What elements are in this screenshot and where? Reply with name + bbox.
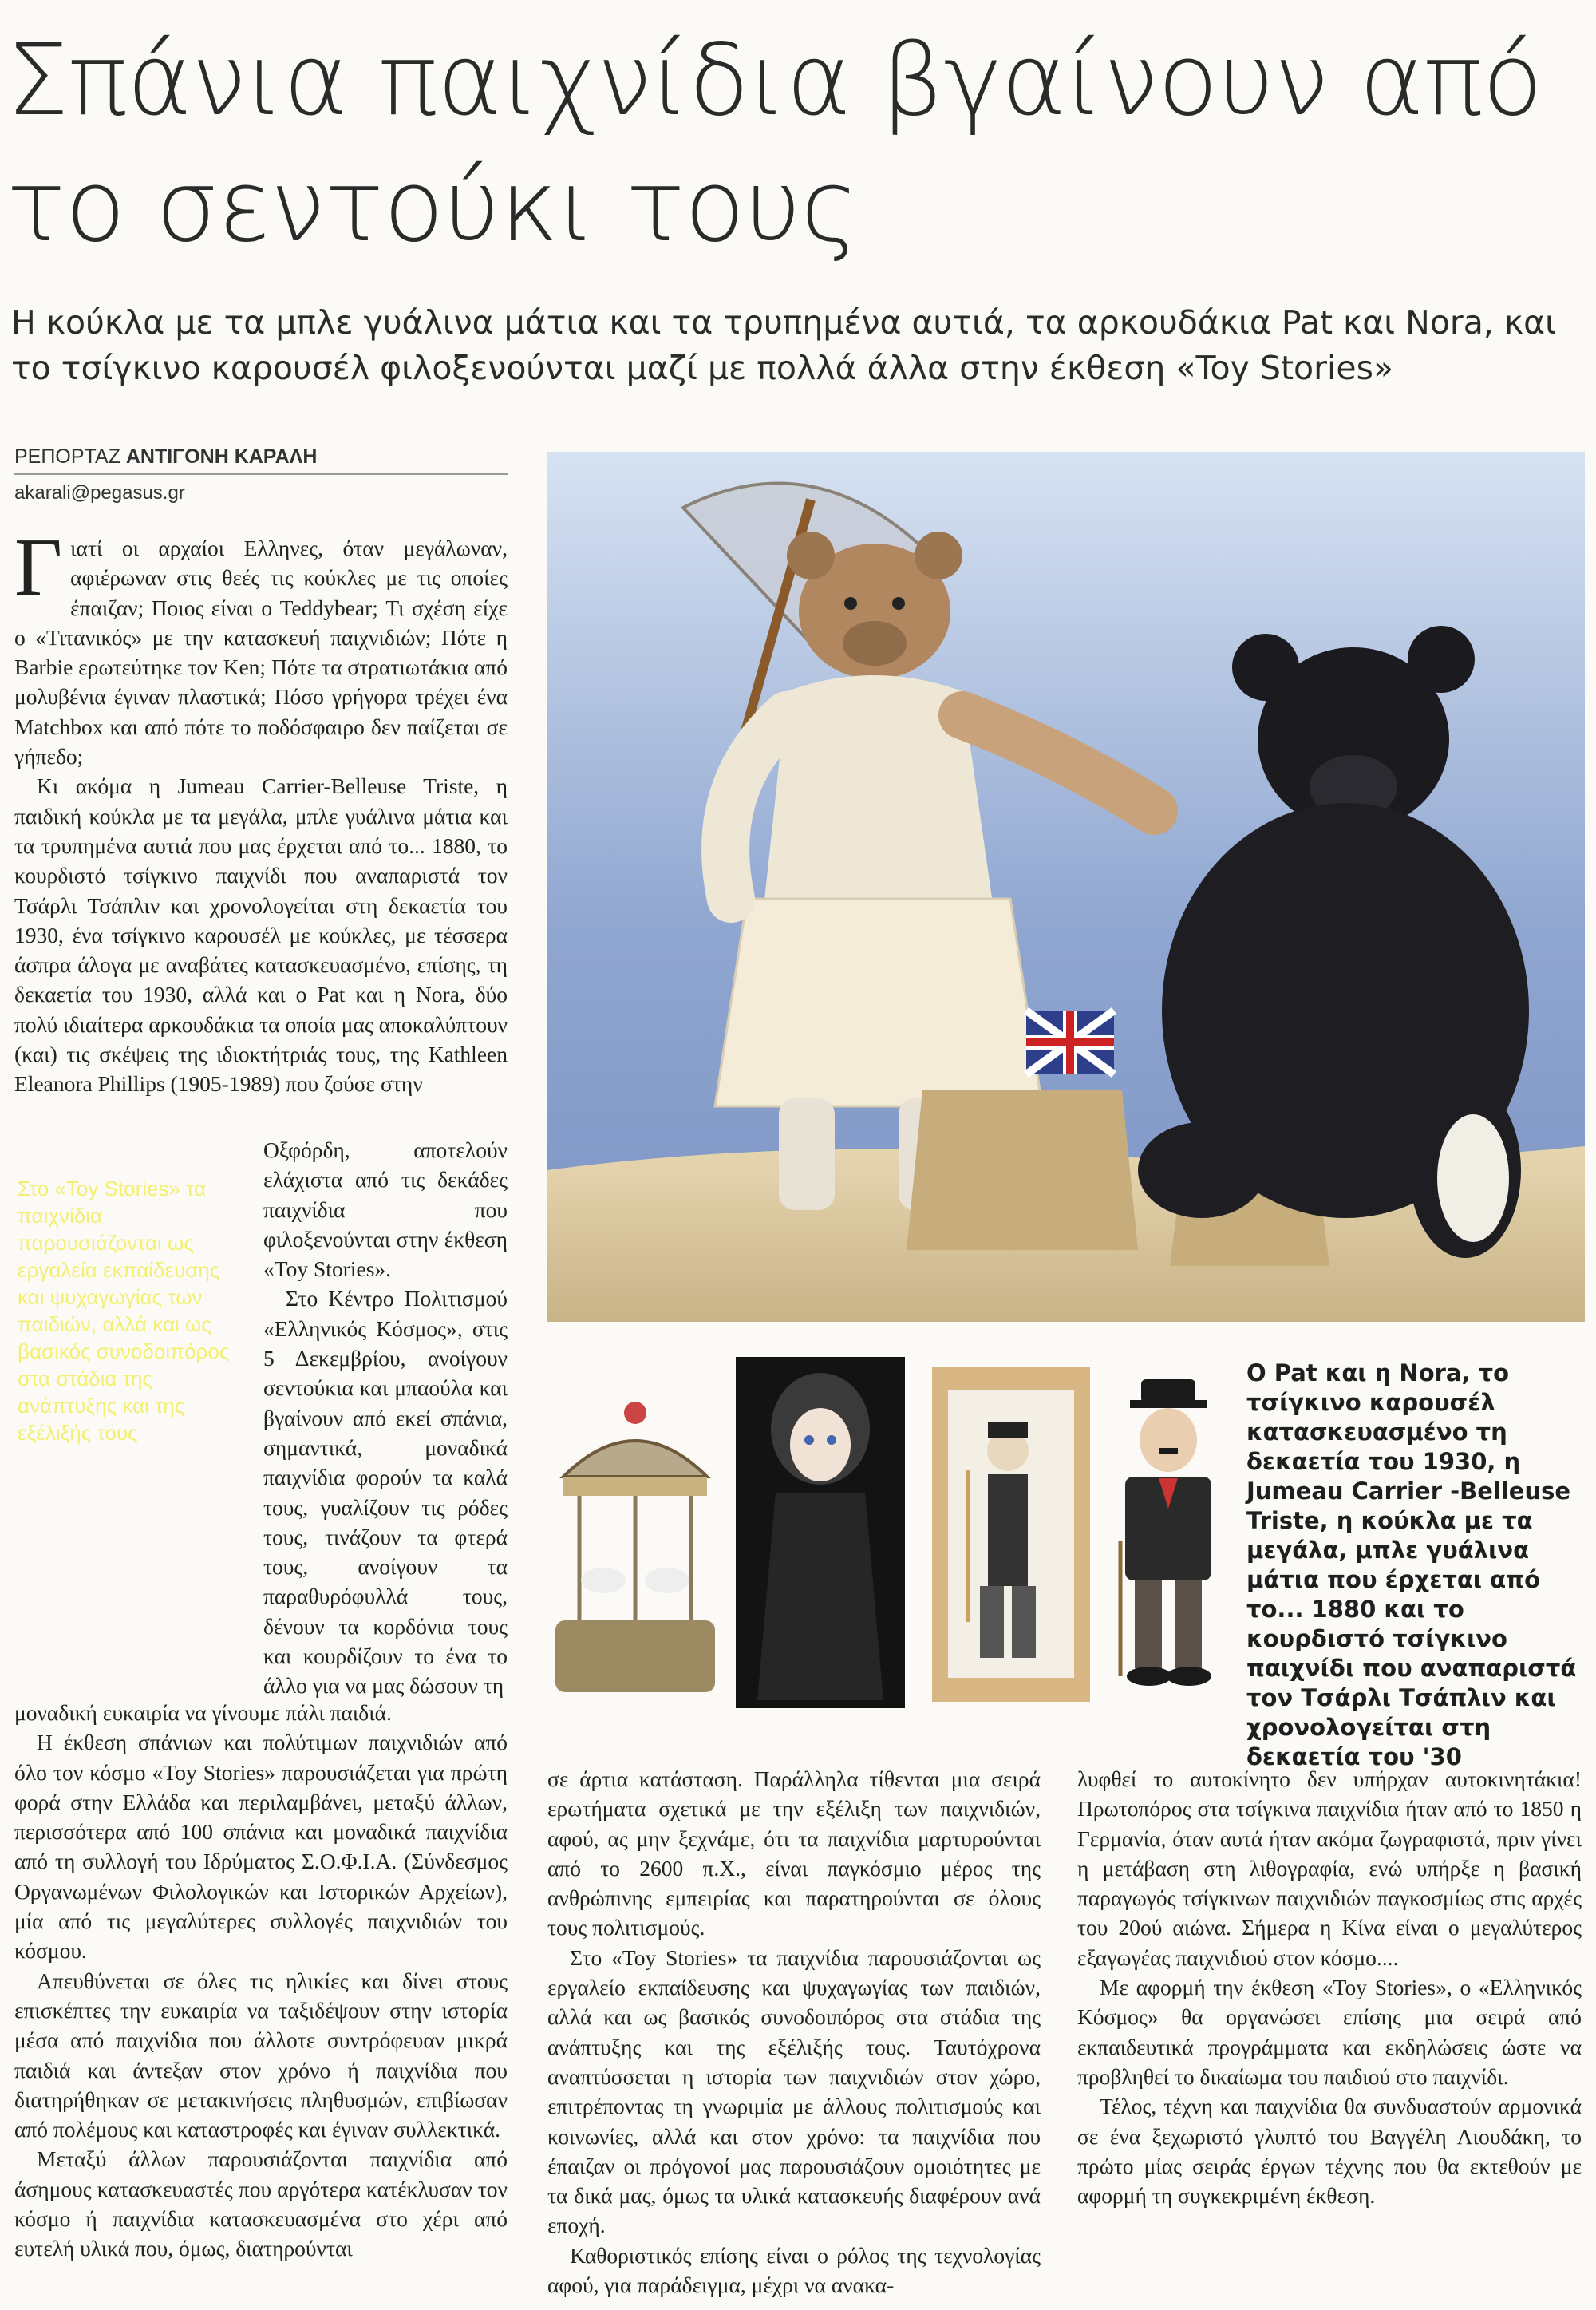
author-name: ΑΝΤΙΓΟΝΗ ΚΑΡΑΛΗ (125, 445, 318, 468)
paragraph: σε άρτια κατάσταση. Παράλληλα τίθενται μια σειρά ερωτήματα σχετικά με την εξέλιξη των παιχνιδιών, αφού, ας μην ξεχνάμε, ότι τα παιχνίδια μαρτυρούνται από το 2600 π.Χ., είναι παγκόσμιο μέρος της ανθρώπινης εμπειρίας και παρατηρούνται σε όλους τους πολιτισμούς. (547, 1766, 1041, 1940)
photo-chaplin-figure (1101, 1373, 1235, 1708)
column-2 (547, 1764, 1041, 2300)
column-1-narrow (263, 1135, 508, 1701)
paragraph: μοναδική ευκαιρία να γίνουμε πάλι παιδιά. (14, 1700, 392, 1725)
column-1-bottom (14, 1698, 508, 2264)
paragraph: Μεταξύ άλλων παρουσιάζονται παιχνίδια από άσημους κατασκευαστές που αργότερα κατέκλυσαν τον κόσμο ή παιχνίδια κατασκευασμένα στο χέρι από ευτελή υλικά που, όμως, διατηρούνται (14, 2146, 508, 2261)
column-1-top (14, 521, 508, 1099)
photo-jumeau-doll (736, 1357, 905, 1708)
paragraph: Τέλος, τέχνη και παιχνίδια θα συνδυαστούν αρμονικά σε ένα ξεχωριστό γλυπτό του Βαγγέλη Λιουδάκη, το πρώτο μίας σειράς έργων τέχνης που θα εκτεθούν με αφορμή τη συγκεκριμένη έκθεση. (1077, 2094, 1582, 2209)
headline: Σπάνια παιχνίδια βγαίνουν από το σεντούκι τους (6, 23, 1543, 264)
photo-tin-carousel (547, 1357, 723, 1708)
byline-label: ΡΕΠΟΡΤΑΖ (14, 445, 120, 468)
paragraph-text: ιατί οι αρχαίοι Ελληνες, όταν μεγάλωναν, αφιέρωναν στις θεές τις κούκλες με τις οποίες έπαιζαν; Ποιος είναι ο Teddybear; Τι σχέση είχε ο «Τιτανικός» με την κατασκευή παιχνιδιών; Πότε η Barbie ερωτεύτηκε τον Ken; Πότε τα στρατιωτάκια από μολυβένια έγιναν πλαστικά; Πόσο γρήγορα τρέχει ένα Matchbox και από πότε το ποδόσφαιρο δεν παίζεται σε γήπεδο; (14, 536, 508, 769)
author-email: akarali@pegasus.gr (14, 482, 185, 504)
paragraph: Κι ακόμα η Jumeau Carrier-Belleuse Triste, η παιδική κούκλα με τα μεγάλα, μπλε γυάλινα μάτια και τα τρυπημένα αυτιά που μας έρχεται από το... 1880, το κουρδιστό τσίγκινο παιχνίδι που αναπαριστά τον Τσάρλι Τσάπλιν και χρονολογείται στη δεκαετία του 1930, ένα τσίγκινο καρουσέλ με κούκλες, με τέσσερα άσπρα άλογα με αναβάτες κατασκευασμένο, επίσης, τη δεκαετία του 1930, αλλά και ο Pat και η Nora, δύο πολύ ιδιαίτερα αρκουδάκια τα οποία μας αποκαλύπτουν (και) τις σκέψεις της ιδιοκτήτριάς τους, της Kathleen Eleanora Phillips (1905-1989) που ζούσε στην (14, 773, 508, 1097)
paragraph: Καθοριστικός επίσης είναι ο ρόλος της τεχνολογίας αφού, για παράδειγμα, μέχρι να ανακα- (547, 2242, 1041, 2298)
paragraph (14, 521, 508, 771)
photo-chaplin-box (932, 1367, 1090, 1702)
paragraph: Η έκθεση σπάνιων και πολύτιμων παιχνιδιών από όλο τον κόσμο «Toy Stories» παρουσιάζεται για πρώτη φορά στην Ελλάδα και περιλαμβάνει, μεταξύ άλλων, περισσότερα από 100 σπάνια και μοναδικά παιχνίδια από τη συλλογή του Ιδρύματος Σ.Ο.Φ.Ι.Α. (Σύνδεσμος Οργανωμένων Φιλολογικών και Ιστορικών Αρχείων), μία από τις μεγαλύτερες συλλογές παιχνιδιών του κόσμου. (14, 1730, 508, 1964)
paragraph: Στο Κέντρο Πολιτισμού «Ελληνικός Κόσμος», στις 5 Δεκεμβρίου, ανοίγουν σεντούκια και μπαούλα και βγαίνουν από εκεί σπάνια, σημαντικά, μοναδικά παιχνίδια φορούν τα καλά τους, γυαλίζουν τις ρόδες τους, τινάζουν τα φτερά τους, ανοίγουν τα παραθυρόφυλλά τους, δένουν τα κορδόνια τους και κουρδίζουν το ένα το άλλο για να μας δώσουν τη (263, 1286, 508, 1699)
photo-caption: Ο Pat και η Nora, το τσίγκινο καρουσέλ κατασκευασμένο τη δεκαετία του 1930, η Jumeau Carrier -Belleuse Triste, η κούκλα με τα μεγάλα, μπλε γυάλινα μάτια που έρχεται από το... 1880 και το κουρδιστό τσίγκινο παιχνίδι που αναπαριστά τον Τσάρλι Τσάπλιν και χρονολογείται στη δεκαετία του '30 (1246, 1359, 1577, 1770)
byline (14, 445, 508, 475)
pull-quote: Στο «Toy Stories» τα παιχνίδια παρουσιάζονται ως εργαλεία εκπαίδευσης και ψυχαγωγίας των παιδιών, αλλά και ως βασικός συνοδοιπόρος στα στάδια της ανάπτυξης και της εξέλιξής τους (18, 1177, 230, 1445)
paragraph: Στο «Toy Stories» τα παιχνίδια παρουσιάζονται ως εργαλείο εκπαίδευσης και ψυχαγωγίας των παιδιών, αλλά και ως βασικός συνοδοιπόρος στα στάδια της ανάπτυξης και της εξέλιξής τους. Ταυτόχρονα αναπτύσσεται η ιστορία των παιχνιδιών στον χώρο, επιτρέποντας τη γνωριμία με άλλους πολιτισμούς και κοινωνίες, αλλά και στον χρόνο: τα παιχνίδια που έπαιζαν οι πρόγονοί μας παρουσιάζουν ομοιότητες με τα δικά μας, όμως τα υλικά κατασκευής διαφέρουν ανά εποχή. (547, 1944, 1041, 2238)
teddy-bears-illustration (547, 452, 1585, 1322)
subtitle: Η κούκλα με τα μπλε γυάλινα μάτια και τα τρυπημένα αυτιά, τα αρκουδάκια Pat και Nora, και το τσίγκινο καρουσέλ φιλοξενούνται μαζί με πολλά άλλα στην έκθεση «Toy Stories» (11, 303, 1557, 387)
paragraph: λυφθεί το αυτοκίνητο δεν υπήρχαν αυτοκινητάκια! Πρωτοπόρος στα τσίγκινα παιχνίδια ήταν από το 1850 η Γερμανία, όταν αυτά ήταν ακόμα ζωγραφιστά, πριν γίνει η μετάβαση στη λιθογραφία, ενώ υπήρξε η βασική παραγωγός τσίγκινων παιχνιδιών παγκοσμίως στις αρχές του 20ού αιώνα. Σήμερα η Κίνα είναι ο μεγαλύτερος εξαγωγέας παιχνιδιού στον κόσμο.... (1077, 1766, 1582, 1970)
paragraph: Με αφορμή την έκθεση «Toy Stories», ο «Ελληνικός Κόσμος» θα οργανώσει επίσης μια σειρά από εκπαιδευτικά προγράμματα και εκδηλώσεις ώστε να προβληθεί το δικαίωμα του παιδιού στο παιχνίδι. (1077, 1975, 1582, 2089)
paragraph: Απευθύνεται σε όλες τις ηλικίες και δίνει στους επισκέπτες την ευκαιρία να ταξιδέψουν στην ιστορία μέσα από παιχνίδια που άλλοτε συντρόφευαν μικρά παιδιά και άντεξαν στον χρόνο ή παιχνίδια που διατηρήθηκαν σε μετακινήσεις πληθυσμών, επιβίωσαν από πολέμους και καταστροφές και έγιναν συλλεκτικά. (14, 1968, 508, 2142)
drop-cap: Γ (14, 521, 63, 613)
paragraph: Οξφόρδη, αποτελούν ελάχιστα από τις δεκάδες παιχνίδια που φιλοξενούνται στην έκθεση «Toy Stories». (263, 1137, 508, 1282)
main-photo-teddy-bears (547, 452, 1585, 1322)
column-3 (1077, 1764, 1582, 2210)
